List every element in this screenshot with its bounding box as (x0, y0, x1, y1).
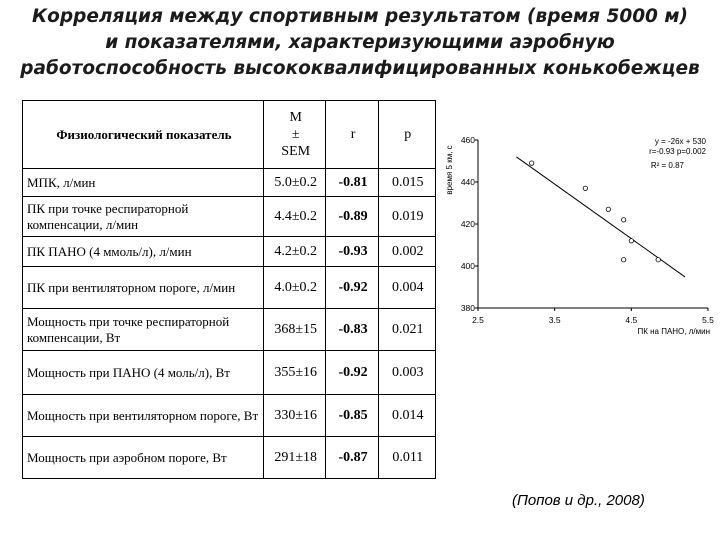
header-param: Физиологический показатель (23, 101, 264, 169)
stats-label: r=-0.93 p=0.002 (649, 147, 706, 156)
row-mean-sem: 291±18 (263, 437, 326, 479)
row-r-value: -0.85 (326, 395, 378, 437)
y-tick-label: 460 (460, 135, 475, 145)
data-point (583, 186, 587, 190)
y-tick-label: 440 (460, 177, 475, 187)
row-parameter-name: Мощность при аэробном пороге, Вт (23, 437, 264, 479)
row-mean-sem: 4.4±0.2 (263, 197, 326, 237)
row-mean-sem: 368±15 (263, 309, 326, 351)
scatter-chart (438, 112, 720, 352)
x-tick-label: 5.5 (702, 315, 714, 325)
row-r-value: -0.92 (326, 267, 378, 309)
data-point (621, 258, 625, 262)
row-r-value: -0.83 (326, 309, 378, 351)
header-m: M (289, 110, 302, 125)
slide-title (0, 4, 720, 82)
row-mean-sem: 4.0±0.2 (263, 267, 326, 309)
row-r-value: -0.89 (326, 197, 378, 237)
y-tick-label: 400 (460, 261, 475, 271)
table-header-row (23, 101, 436, 169)
table-row (23, 437, 436, 479)
row-parameter-name: ПК ПАНО (4 ммоль/л), л/мин (23, 237, 264, 267)
row-p-value: 0.019 (378, 197, 435, 237)
table-row (23, 395, 436, 437)
row-mean-sem: 330±16 (263, 395, 326, 437)
header-sem: SEM (281, 144, 311, 159)
row-r-value: -0.92 (326, 351, 378, 395)
row-parameter-name: МПК, л/мин (23, 169, 264, 197)
row-mean-sem: 5.0±0.2 (263, 169, 326, 197)
x-axis-label: ПК на ПАНО, л/мин (637, 327, 710, 336)
row-parameter-name: ПК при точке респираторной компенсации, л/мин (23, 197, 264, 237)
row-r-value: -0.81 (326, 169, 378, 197)
row-p-value: 0.004 (378, 267, 435, 309)
row-p-value: 0.003 (378, 351, 435, 395)
header-pm: ± (291, 127, 300, 142)
title-line-2: и показателями, характеризующими аэробную (105, 32, 615, 53)
table-row (23, 309, 436, 351)
data-point (606, 207, 610, 211)
row-p-value: 0.015 (378, 169, 435, 197)
row-parameter-name: Мощность при точке респираторной компенсации, Вт (23, 309, 264, 351)
table-row (23, 267, 436, 309)
y-axis-label: время 5 км, с (445, 145, 454, 195)
x-tick-label: 2.5 (472, 315, 484, 325)
row-p-value: 0.021 (378, 309, 435, 351)
header-r: r (326, 101, 378, 169)
table-row (23, 351, 436, 395)
row-parameter-name: ПК при вентиляторном пороге, л/мин (23, 267, 264, 309)
title-line-1: Корреляция между спортивным результатом (время 5000 м) (32, 6, 688, 27)
row-r-value: -0.93 (326, 237, 378, 267)
source-citation: (Попов и др., 2008) (512, 492, 645, 509)
row-mean-sem: 355±16 (263, 351, 326, 395)
row-parameter-name: Мощность при вентиляторном пороге, Вт (23, 395, 264, 437)
row-p-value: 0.014 (378, 395, 435, 437)
x-tick-label: 4.5 (625, 315, 638, 325)
title-line-3: работоспособность высококвалифицированных конькобежцев (20, 58, 700, 79)
table-row (23, 169, 436, 197)
row-r-value: -0.87 (326, 437, 378, 479)
row-p-value: 0.002 (378, 237, 435, 267)
x-tick-label: 3.5 (548, 315, 561, 325)
table-row (23, 237, 436, 267)
data-point (656, 258, 660, 262)
row-mean-sem: 4.2±0.2 (263, 237, 326, 267)
r-squared-label: R² = 0.87 (650, 161, 684, 170)
data-point (621, 218, 625, 222)
header-m-sem (263, 101, 326, 169)
data-point (529, 161, 533, 165)
row-parameter-name: Мощность при ПАНО (4 моль/л), Вт (23, 351, 264, 395)
equation-label: y = -26x + 530 (654, 137, 706, 146)
header-p: p (378, 101, 435, 169)
data-point (629, 239, 633, 243)
y-tick-label: 420 (460, 219, 475, 229)
correlation-table (22, 100, 436, 479)
y-tick-label: 380 (460, 303, 475, 313)
table-row (23, 197, 436, 237)
row-p-value: 0.011 (378, 437, 435, 479)
